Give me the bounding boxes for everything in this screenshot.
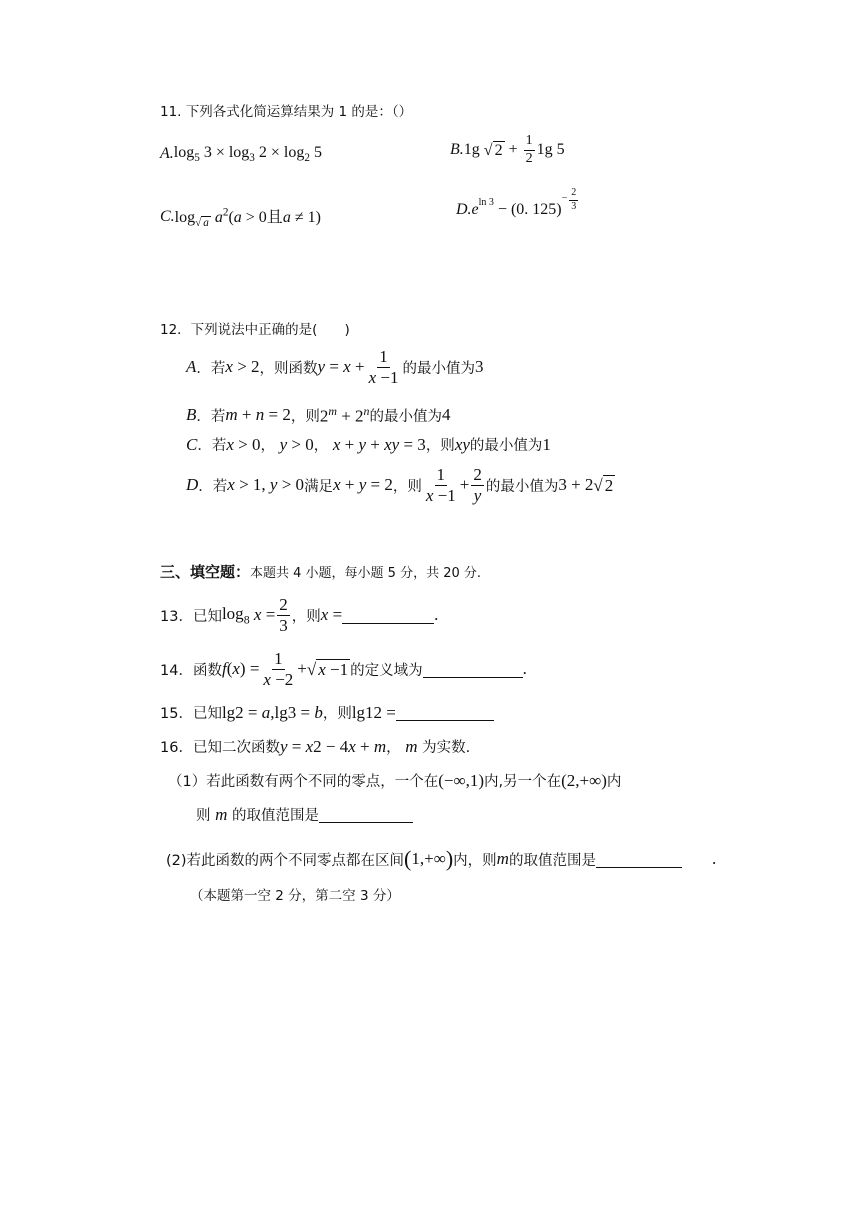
q11-option-a: A. $\log_5 3 \times \log_3 2 \times \log_2 5$ bbox=[160, 144, 322, 165]
q13: 13．已知 $\log_8$ x = $\frac{2}{3}$ ，则 x = . bbox=[160, 595, 439, 635]
q12-option-a: A ．若 x > 2 ，则函数 y = x + $\frac{1}{x -1}$ 的最小值为 3 bbox=[186, 347, 484, 387]
q16-part2: (2)若此函数的两个不同零点都在区间 ( 1,+∞ ) 内，则 m 的取值范围是 . bbox=[166, 846, 717, 871]
answer-blank-15[interactable] bbox=[396, 704, 494, 721]
q11-option-d: D.e ln 3 − (0. 125) − $\frac{2}{3}$ bbox=[456, 187, 577, 218]
answer-blank-13[interactable] bbox=[342, 607, 434, 624]
answer-blank-14[interactable] bbox=[423, 661, 523, 678]
q16-stem: 16．已知二次函数 y = x 2 − 4 x + m ， m 为实数. bbox=[160, 736, 471, 756]
q16-part1-answer: 则 m 的取值范围是 bbox=[196, 804, 413, 825]
q12-option-b: B ．若 m + n = 2 ，则 $2^m + 2^n$ 的最小值为 4 bbox=[186, 404, 451, 426]
q15: 15．已知 lg2 = a ,lg3 = b ，则 lg12 = bbox=[160, 702, 494, 723]
q16-note: （本题第一空 2 分，第二空 3 分） bbox=[190, 888, 400, 904]
q12-option-d: D ．若 x > 1, y > 0 满足 x + y = 2 ，则 $\frac{1}{x -1}$ + $\frac{2}{y}$ 的最小值为 3 + 2 √ 2 bbox=[186, 465, 614, 505]
q11-stem: 11. 下列各式化简运算结果为 1 的是：（） bbox=[160, 104, 413, 120]
q12-stem: 12．下列说法中正确的是( ) bbox=[160, 322, 350, 338]
answer-blank-16-1[interactable] bbox=[319, 806, 413, 823]
section-3-heading: 三、填空题： 本题共 4 小题，每小题 5 分，共 20 分. bbox=[160, 563, 482, 581]
q16-part1: （1）若此函数有两个不同的零点，一个在 (−∞,1) 内,另一个在 (2,+∞) 内 bbox=[168, 770, 622, 790]
sqrt-symbol: √ 2 bbox=[483, 141, 503, 159]
q12-option-c: C ．若 x > 0 ， y > 0 ， x + y + xy = 3 ，则 xy 的最小值为 1 bbox=[186, 434, 551, 454]
q11-option-c: C. $\log_{√ a}$ $a^2(a > 0$且a ≠ 1) bbox=[160, 206, 321, 230]
q11-option-b: B. 1g √ 2 + $\frac{1}{2}$ 1g 5 bbox=[450, 133, 565, 166]
q14: 14．函数 f ( x ) = $\frac{1}{x -2}$ + √ x −1 的定义域为 . bbox=[160, 649, 527, 689]
answer-blank-16-2[interactable] bbox=[596, 851, 682, 868]
